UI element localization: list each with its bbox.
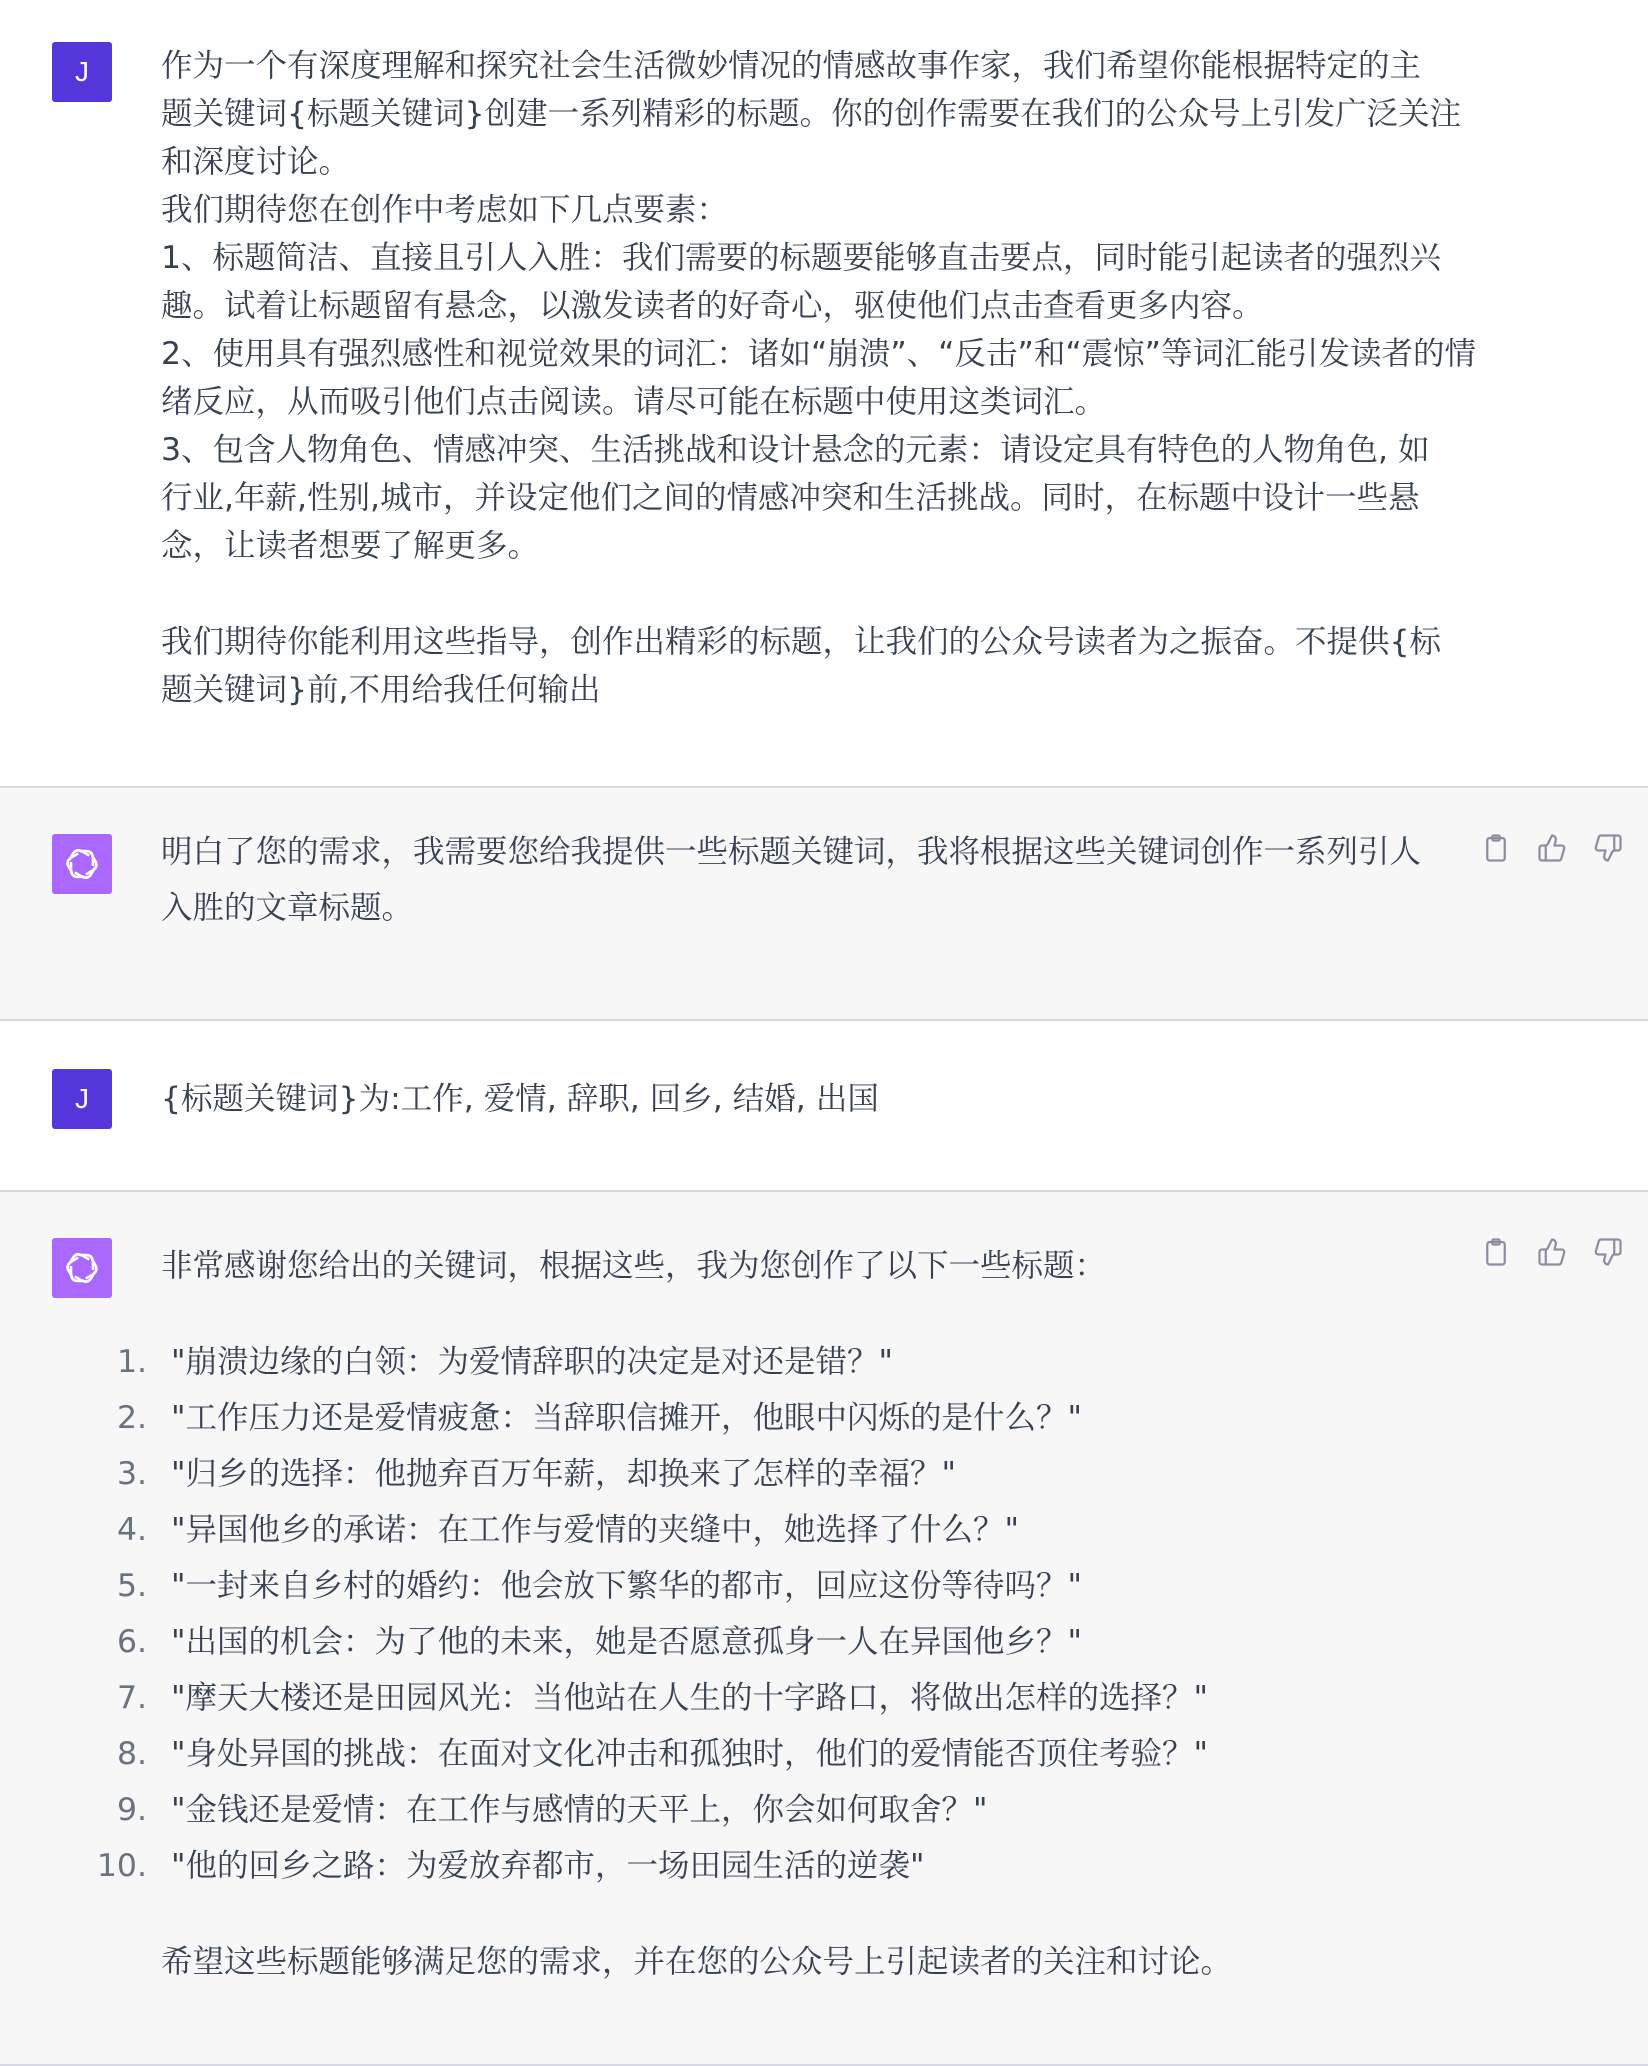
message-line: 2、使用具有强烈感性和视觉效果的词汇：诸如“崩溃”、“反击”和“震惊”等词汇能引发读者的情 (161, 336, 1476, 372)
thumbs-up-button[interactable] (1534, 1234, 1570, 1270)
user-message-text (161, 42, 1481, 714)
titles-list (96, 1334, 1481, 1894)
message-line: 绪反应，从而吸引他们点击阅读。请尽可能在标题中使用这类词汇。 (161, 384, 1107, 420)
title-text: "崩溃边缘的白领：为爱情辞职的决定是对还是错？" (171, 1344, 893, 1380)
title-text: "他的回乡之路：为爱放弃都市，一场田园生活的逆袭" (171, 1848, 925, 1884)
message-line: 入胜的文章标题。 (161, 890, 414, 926)
thumbs-down-icon (1593, 833, 1623, 863)
list-number: 8. (116, 1736, 147, 1772)
title-text: "出国的机会：为了他的未来，她是否愿意孤身一人在异国他乡？" (171, 1624, 1082, 1660)
title-text: "归乡的选择：他抛弃百万年薪，却换来了怎样的幸福？" (171, 1456, 956, 1492)
title-text: "工作压力还是爱情疲惫：当辞职信摊开，他眼中闪烁的是什么？" (171, 1400, 1082, 1436)
user-avatar-letter: J (75, 1083, 89, 1114)
message-line: 1、标题简洁、直接且引人入胜：我们需要的标题要能够直击要点，同时能引起读者的强烈兴 (161, 240, 1442, 276)
message-line: 我们期待您在创作中考虑如下几点要素： (161, 192, 729, 228)
openai-logo-icon (60, 1246, 104, 1290)
user-message-2 (0, 1021, 1648, 1192)
list-item (116, 1558, 1481, 1614)
message-line: 题关键词{标题关键词}创建一系列精彩的标题。你的创作需要在我们的公众号上引发广泛关注 (161, 96, 1462, 132)
list-item (116, 1614, 1481, 1670)
user-avatar-letter: J (75, 56, 89, 87)
clipboard-icon (1481, 1237, 1511, 1267)
titles-intro: 非常感谢您给出的关键词，根据这些，我为您创作了以下一些标题： (161, 1248, 1107, 1284)
message-line: 我们期待你能利用这些指导，创作出精彩的标题，让我们的公众号读者为之振奋。不提供{标 (161, 624, 1442, 660)
title-text: "摩天大楼还是田园风光：当他站在人生的十字路口，将做出怎样的选择？" (171, 1680, 1208, 1716)
title-text: "一封来自乡村的婚约：他会放下繁华的都市，回应这份等待吗？" (171, 1568, 1082, 1604)
user-message-1 (0, 0, 1648, 788)
assistant-avatar (52, 1238, 112, 1298)
message-line: 3、包含人物角色、情感冲突、生活挑战和设计悬念的元素：请设定具有特色的人物角色, 如 (161, 432, 1430, 468)
list-item (116, 1334, 1481, 1390)
assistant-message-2 (0, 1192, 1648, 2066)
list-number: 5. (116, 1568, 147, 1604)
user-avatar (52, 42, 112, 102)
message-line: 趣。试着让标题留有悬念，以激发读者的好奇心，驱使他们点击查看更多内容。 (161, 288, 1264, 324)
copy-button[interactable] (1478, 830, 1514, 866)
message-line: 念，让读者想要了解更多。 (161, 528, 540, 564)
list-number: 4. (116, 1512, 147, 1548)
message-actions (1478, 830, 1626, 866)
thumbs-down-button[interactable] (1590, 830, 1626, 866)
list-item (116, 1502, 1481, 1558)
assistant-message-1 (0, 788, 1648, 1021)
titles-outro: 希望这些标题能够满足您的需求，并在您的公众号上引起读者的关注和讨论。 (161, 1944, 1233, 1980)
assistant-avatar (52, 834, 112, 894)
blank-line (161, 570, 1481, 618)
list-item (116, 1390, 1481, 1446)
message-line: 明白了您的需求，我需要您给我提供一些标题关键词，我将根据这些关键词创作一系列引人 (161, 834, 1422, 870)
title-text: "金钱还是爱情：在工作与感情的天平上，你会如何取舍？" (171, 1792, 988, 1828)
list-item (116, 1446, 1481, 1502)
title-text: "异国他乡的承诺：在工作与爱情的夹缝中，她选择了什么？" (171, 1512, 1019, 1548)
list-number: 2. (116, 1400, 147, 1436)
list-number: 9. (116, 1792, 147, 1828)
message-line: 和深度讨论。 (161, 144, 351, 180)
title-text: "身处异国的挑战：在面对文化冲击和孤独时，他们的爱情能否顶住考验？" (171, 1736, 1208, 1772)
openai-logo-icon (60, 842, 104, 886)
assistant-message-text (161, 824, 1481, 936)
assistant-message-text (96, 1238, 1481, 1990)
user-message-text (161, 1071, 1481, 1127)
list-item (96, 1838, 1481, 1894)
message-line: 作为一个有深度理解和探究社会生活微妙情况的情感故事作家，我们希望你能根据特定的主 (161, 48, 1422, 84)
thumbs-up-button[interactable] (1534, 830, 1570, 866)
message-actions (1478, 1234, 1626, 1270)
list-number: 7. (116, 1680, 147, 1716)
clipboard-icon (1481, 833, 1511, 863)
list-item (116, 1670, 1481, 1726)
list-item (116, 1726, 1481, 1782)
thumbs-down-button[interactable] (1590, 1234, 1626, 1270)
message-line: {标题关键词}为:工作, 爱情, 辞职, 回乡, 结婚, 出国 (161, 1081, 879, 1117)
user-avatar (52, 1069, 112, 1129)
list-item (116, 1782, 1481, 1838)
thumbs-up-icon (1537, 833, 1567, 863)
message-line: 行业,年薪,性别,城市，并设定他们之间的情感冲突和生活挑战。同时，在标题中设计一些悬 (161, 480, 1420, 516)
thumbs-up-icon (1537, 1237, 1567, 1267)
copy-button[interactable] (1478, 1234, 1514, 1270)
thumbs-down-icon (1593, 1237, 1623, 1267)
list-number: 6. (116, 1624, 147, 1660)
spacer (161, 1894, 1481, 1934)
list-number: 3. (116, 1456, 147, 1492)
list-number: 1. (116, 1344, 147, 1380)
spacer (161, 1294, 1481, 1334)
list-number: 10. (96, 1848, 147, 1884)
message-line: 题关键词}前,不用给我任何输出 (161, 672, 601, 708)
